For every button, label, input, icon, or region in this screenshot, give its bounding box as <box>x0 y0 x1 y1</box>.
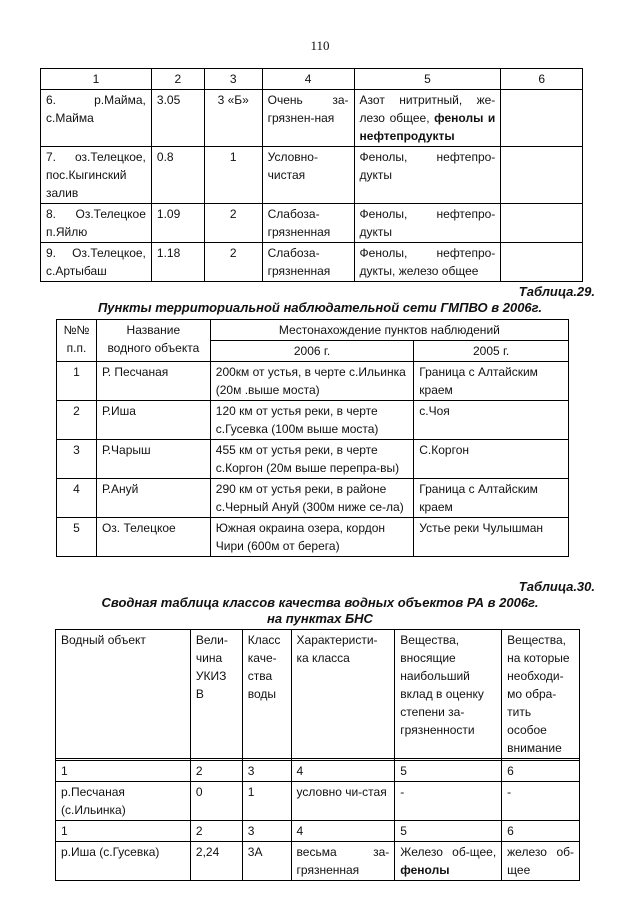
col-number: 3 <box>242 821 291 842</box>
table-quality-classes <box>55 629 580 881</box>
cell-attention <box>501 147 583 204</box>
cell-loc-2006: 290 км от устья реки, в районе с.Черный Ануй (300м ниже се-ла) <box>210 479 414 518</box>
cell-object: р.Иша (с.Гусевка) <box>56 842 191 881</box>
table-row <box>57 440 569 479</box>
cell-attention: - <box>502 782 580 821</box>
col-number: 4 <box>291 761 395 782</box>
table30-subtitle: на пунктах БНС <box>267 611 373 626</box>
col-number: 1 <box>56 821 191 842</box>
contributing-text: Железо об-щее, <box>400 845 497 859</box>
cell-name: Р. Песчаная <box>96 362 210 401</box>
cell-contributing <box>395 842 502 881</box>
cell-loc-2006: 455 км от устья реки, в черте с.Коргон (20м выше перепра-вы) <box>210 440 414 479</box>
cell-ukiz: 0 <box>190 782 242 821</box>
cell-name: Р.Чарыш <box>96 440 210 479</box>
cell-loc-2006: 200км от устья, в черте с.Ильинка (20м .выше моста) <box>210 362 414 401</box>
header-2006: 2006 г. <box>210 341 414 362</box>
cell-class: 3 «Б» <box>204 90 262 147</box>
table-row <box>56 842 580 881</box>
cell-num: 2 <box>57 401 97 440</box>
table-row <box>57 518 569 557</box>
table-row <box>57 479 569 518</box>
col-number: 4 <box>291 821 395 842</box>
table-header-row <box>41 69 583 90</box>
table-number-row <box>56 821 580 842</box>
cell-loc-2005: Устье реки Чулышман <box>414 518 569 557</box>
table29-number: Таблица.29. <box>518 284 595 299</box>
table-row <box>57 401 569 440</box>
table-row <box>41 204 583 243</box>
header-object: Водный объект <box>56 630 191 759</box>
substances-text: Азот нитритный, же-лезо общее, <box>359 93 496 125</box>
cell-class: 2 <box>204 204 262 243</box>
col-header: 2 <box>151 69 204 90</box>
cell-class: 1 <box>204 147 262 204</box>
table29-title: Пункты территориальной наблюдательной сети ГМПВО в 2006г. <box>97 300 543 315</box>
header-name <box>96 320 210 362</box>
table-row <box>41 90 583 147</box>
cell-characteristic: Слабоза-грязненная <box>262 243 354 282</box>
cell-num: 3 <box>57 440 97 479</box>
cell-characteristic: Очень за-грязнен-ная <box>262 90 354 147</box>
col-number: 5 <box>395 761 502 782</box>
header-2005: 2005 г. <box>414 341 569 362</box>
col-header: 1 <box>41 69 152 90</box>
contributing-bold-text: фенолы <box>400 863 450 877</box>
header-name-line2: водного объекта <box>107 341 200 355</box>
table30-number: Таблица.30. <box>518 579 595 594</box>
col-number: 2 <box>190 821 242 842</box>
header-ukiz: Вели-чина УКИЗ В <box>190 630 242 759</box>
cell-attention <box>501 204 583 243</box>
header-class: Класс каче-ства воды <box>242 630 291 759</box>
cell-index: 1.18 <box>151 243 204 282</box>
col-header: 4 <box>262 69 354 90</box>
cell-attention: железо об-щее <box>502 842 580 881</box>
table-row <box>41 243 583 282</box>
cell-object: 9. Оз.Телецкое, с.Артыбаш <box>41 243 152 282</box>
cell-name: Оз. Телецкое <box>96 518 210 557</box>
cell-object: 6. р.Майма, с.Майма <box>41 90 152 147</box>
cell-index: 0.8 <box>151 147 204 204</box>
cell-ukiz: 2,24 <box>190 842 242 881</box>
cell-contributing: - <box>395 782 502 821</box>
col-number: 6 <box>502 761 580 782</box>
cell-substances: Фенолы, нефтепро-дукты, железо общее <box>354 243 501 282</box>
table-number-row <box>56 761 580 782</box>
cell-substances: Фенолы, нефтепро-дукты <box>354 147 501 204</box>
table-header-row <box>57 320 569 341</box>
cell-characteristic: Условно-чистая <box>262 147 354 204</box>
cell-name: Р.Ануй <box>96 479 210 518</box>
cell-loc-2005: Граница с Алтайским краем <box>414 362 569 401</box>
cell-loc-2006: 120 км от устья реки, в черте с.Гусевка (100м выше моста) <box>210 401 414 440</box>
cell-num: 4 <box>57 479 97 518</box>
col-number: 3 <box>242 761 291 782</box>
cell-attention <box>501 243 583 282</box>
header-num <box>57 320 97 362</box>
cell-object: 7. оз.Телецкое, пос.Кыгинский залив <box>41 147 152 204</box>
cell-characteristic: условно чи-стая <box>291 782 395 821</box>
cell-object: 8. Оз.Телецкое п.Яйлю <box>41 204 152 243</box>
cell-class: 1 <box>242 782 291 821</box>
cell-index: 1.09 <box>151 204 204 243</box>
col-header: 3 <box>204 69 262 90</box>
col-header: 5 <box>354 69 501 90</box>
table-header-row <box>56 630 580 759</box>
col-header: 6 <box>501 69 583 90</box>
header-contributing-substances: Вещества, вносящие наибольший вклад в оценку степени за-грязненности <box>395 630 502 759</box>
cell-num: 1 <box>57 362 97 401</box>
cell-characteristic: Слабоза-грязненная <box>262 204 354 243</box>
table-monitoring-points <box>56 319 569 557</box>
header-name-line1: Название <box>126 323 181 337</box>
header-characteristic: Характеристи-ка класса <box>291 630 395 759</box>
cell-loc-2005: Граница с Алтайским краем <box>414 479 569 518</box>
table-row <box>57 362 569 401</box>
cell-index: 3.05 <box>151 90 204 147</box>
cell-class: 3А <box>242 842 291 881</box>
cell-substances: Фенолы, нефтепро-дукты <box>354 204 501 243</box>
cell-loc-2005: с.Чоя <box>414 401 569 440</box>
cell-loc-2005: С.Коргон <box>414 440 569 479</box>
col-number: 5 <box>395 821 502 842</box>
header-num-line2: п.п. <box>66 341 87 355</box>
header-num-line1: №№ <box>63 323 90 337</box>
col-number: 2 <box>190 761 242 782</box>
col-number: 1 <box>56 761 191 782</box>
table30-title: Сводная таблица классов качества водных объектов РА в 2006г. <box>101 595 539 610</box>
cell-substances <box>354 90 501 147</box>
cell-num: 5 <box>57 518 97 557</box>
header-location: Местонахождение пунктов наблюдений <box>210 320 568 341</box>
cell-class: 2 <box>204 243 262 282</box>
col-number: 6 <box>502 821 580 842</box>
cell-object: р.Песчаная (с.Ильинка) <box>56 782 191 821</box>
cell-loc-2006: Южная окраина озера, кордон Чири (600м от берега) <box>210 518 414 557</box>
substances-bold-text: фенолы и нефтепродукты <box>359 111 496 143</box>
cell-characteristic: весьма за-грязненная <box>291 842 395 881</box>
cell-name: Р.Иша <box>96 401 210 440</box>
cell-attention <box>501 90 583 147</box>
table-row <box>56 782 580 821</box>
page-number: 110 <box>310 38 330 53</box>
table-row <box>41 147 583 204</box>
table-water-quality-continued <box>40 68 583 282</box>
header-attention-substances: Вещества, на которые необходи-мо обра-тить особое внимание <box>502 630 580 759</box>
